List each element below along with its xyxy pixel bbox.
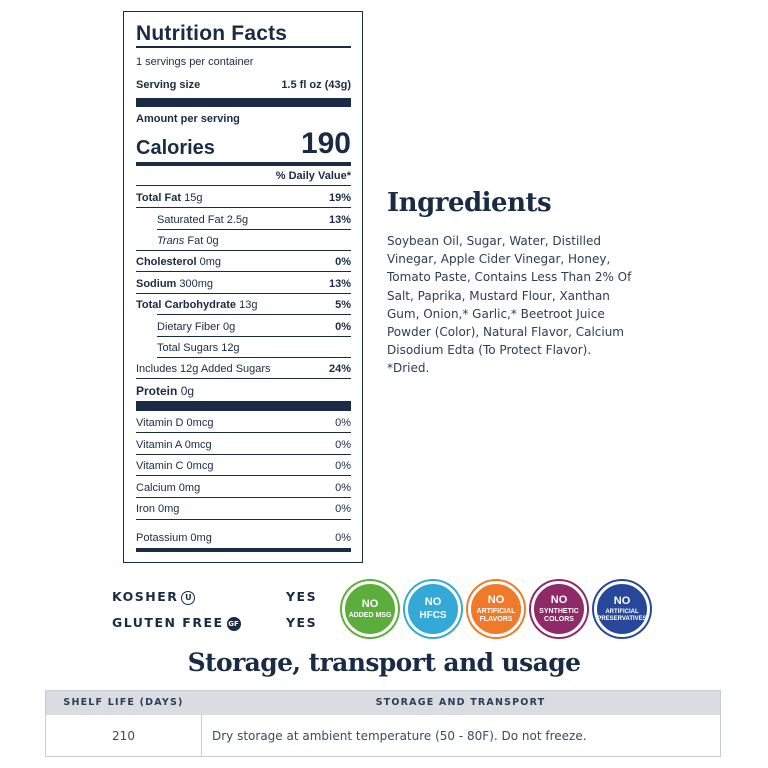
storage-table-header (46, 691, 720, 715)
sodium-row (136, 278, 213, 290)
title-rule (136, 46, 351, 48)
vitamin-a-dv: 0% (335, 439, 351, 451)
storage-table (45, 690, 721, 757)
rule (136, 475, 351, 476)
calories-label: Calories (136, 137, 215, 159)
gluten-free-claim (112, 615, 241, 631)
sodium-amount: 300mg (179, 278, 214, 290)
saturated-fat-dv: 13% (328, 214, 351, 226)
badge-no: NO (424, 596, 442, 608)
no-artificial-preservatives-badge (594, 581, 650, 637)
amount-per-serving: Amount per serving (136, 113, 240, 125)
rule (136, 378, 351, 379)
protein-rule (136, 401, 351, 411)
total-fat-row (136, 192, 202, 204)
calcium-dv: 0% (335, 482, 351, 494)
calories-rule (136, 162, 351, 166)
saturated-fat: Saturated Fat 2.5g (157, 214, 249, 226)
added-sugars-dv: 24% (328, 363, 351, 375)
calories-value: 190 (300, 127, 351, 160)
badge-label: ADDED MSG (348, 611, 392, 619)
calcium: Calcium 0mg (136, 482, 201, 494)
trans-label: Trans (157, 235, 185, 247)
vitamin-c: Vitamin C 0mcg (136, 460, 214, 472)
serving-size-value: 1.5 fl oz (43g) (281, 79, 351, 91)
storage-transport-value: Dry storage at ambient temperature (50 - 80F). Do not freeze. (212, 729, 587, 743)
gluten-free-value: YES (286, 615, 318, 630)
nutrition-facts-panel (123, 11, 363, 563)
trans-amount: Fat 0g (187, 235, 219, 247)
rule (157, 357, 351, 358)
carb-dv: 5% (335, 299, 351, 311)
storage-title: Storage, transport and usage (187, 648, 581, 677)
sodium-label: Sodium (136, 278, 177, 290)
trans-fat-row (157, 235, 219, 247)
cholesterol-row (136, 256, 221, 268)
rule (157, 229, 351, 230)
iron: Iron 0mg (136, 503, 180, 515)
total-sugars: Total Sugars 12g (157, 342, 240, 354)
badge-label: ARTIFICIAL FLAVORS (476, 607, 516, 623)
rule (136, 454, 351, 455)
rule (136, 271, 351, 272)
cholesterol-dv: 0% (335, 256, 351, 268)
total-fat-dv: 19% (328, 192, 351, 204)
potassium: Potassium 0mg (136, 532, 212, 544)
no-artificial-flavors-badge (468, 581, 524, 637)
vitamin-d: Vitamin D 0mcg (136, 417, 214, 429)
storage-transport-header: STORAGE AND TRANSPORT (375, 697, 546, 708)
added-sugars: Includes 12g Added Sugars (136, 363, 271, 375)
ingredients-text: Soybean Oil, Sugar, Water, Distilled Vinegar, Apple Cider Vinegar, Honey, Tomato Paste, Contains Less Than 2% Of Salt, Paprika, Mustard Flour, Xanthan Gum, Onion,* Garlic,* Beetroot Juice Powder (Color), Natural Flavor, Calcium Disodium Edta (To Protect Flavor). *Dried. (387, 234, 632, 376)
vitamin-c-dv: 0% (335, 460, 351, 472)
rule (136, 185, 351, 186)
serving-rule (136, 98, 351, 107)
bottom-rule (136, 548, 351, 552)
protein-amount: 0g (180, 384, 195, 398)
shelf-life-header: SHELF LIFE (DAYS) (63, 697, 184, 708)
rule (136, 432, 351, 433)
nutrition-title: Nutrition Facts (136, 22, 288, 45)
gluten-free-label: GLUTEN FREE (112, 615, 224, 630)
rule (136, 207, 351, 208)
kosher-label: KOSHER (112, 589, 179, 604)
rule (136, 519, 351, 520)
total-fat-amount: 15g (184, 192, 203, 204)
serving-size-label: Serving size (136, 79, 201, 91)
kosher-claim (112, 589, 195, 605)
badge-no: NO (487, 593, 505, 606)
kosher-value: YES (286, 589, 318, 604)
dietary-fiber-dv: 0% (335, 321, 351, 333)
shelf-life-value: 210 (112, 729, 135, 743)
badge-label: ARTIFICIAL PRESERVATIVES (597, 608, 647, 622)
no-synthetic-colors-badge (531, 581, 587, 637)
no-added-msg-badge (342, 581, 398, 637)
rule (136, 497, 351, 498)
badge-no: NO (550, 593, 568, 606)
sodium-dv: 13% (328, 278, 351, 290)
potassium-dv: 0% (335, 532, 351, 544)
badge-label: HFCS (419, 610, 447, 621)
rule (157, 314, 351, 315)
rule (136, 293, 351, 294)
cholesterol-amount: 0mg (199, 256, 221, 268)
daily-value-header: % Daily Value* (275, 170, 351, 182)
gluten-free-icon: GF (227, 617, 241, 631)
servings-per-container: 1 servings per container (136, 56, 254, 68)
table-divider (201, 715, 202, 757)
rule (157, 336, 351, 337)
carb-amount: 13g (239, 299, 258, 311)
iron-dv: 0% (335, 503, 351, 515)
badge-no: NO (613, 594, 631, 607)
rule (136, 250, 351, 251)
badge-label: SYNTHETIC COLORS (539, 607, 579, 623)
cholesterol-label: Cholesterol (136, 256, 197, 268)
total-fat-label: Total Fat (136, 192, 182, 204)
ingredients-title: Ingredients (387, 188, 552, 218)
kosher-u-icon: U (181, 591, 195, 605)
protein-row (136, 384, 194, 398)
vitamin-d-dv: 0% (335, 417, 351, 429)
protein-label: Protein (136, 384, 178, 398)
carb-label: Total Carbohydrate (136, 299, 237, 311)
carb-row (136, 299, 257, 311)
no-hfcs-badge (405, 581, 461, 637)
badge-no: NO (361, 597, 379, 610)
dietary-fiber: Dietary Fiber 0g (157, 321, 236, 333)
vitamin-a: Vitamin A 0mcg (136, 439, 212, 451)
